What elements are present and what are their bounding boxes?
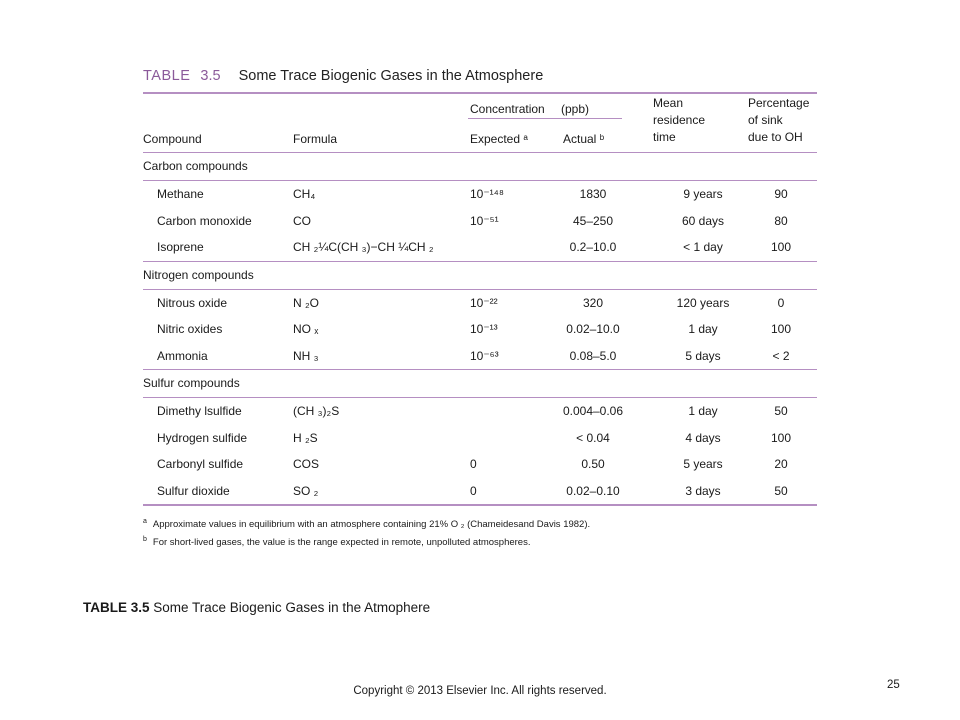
cell-expected: 0 <box>470 483 477 498</box>
cell-formula: CH₄ <box>293 187 316 201</box>
footnote-text: Approximate values in equilibrium with an atmosphere containing 21% O ₂ (Chameidesand Davis 1982). <box>152 519 591 530</box>
group-row: Carbon compounds <box>143 159 248 173</box>
table-row <box>143 316 817 343</box>
table-title <box>143 68 817 92</box>
cell-actual: 1830 <box>579 187 607 201</box>
caption-label: TABLE 3.5 <box>83 600 150 615</box>
cell-formula: NH ₃ <box>293 348 319 363</box>
cell-residence: 9 years <box>683 187 723 201</box>
table-row <box>143 208 817 235</box>
cell-residence: 5 days <box>685 348 721 363</box>
header-compound: Compound <box>143 132 202 146</box>
header-actual: Actual ᵇ <box>563 132 605 146</box>
cell-percentage: 100 <box>770 240 792 254</box>
footnote-b <box>143 532 817 550</box>
cell-actual: 0.2–10.0 <box>569 240 617 254</box>
header-unit: (ppb) <box>561 102 590 116</box>
slide-caption <box>83 600 430 615</box>
cell-residence: 5 years <box>683 457 723 471</box>
cell-residence: < 1 day <box>683 240 723 254</box>
cell-actual: 0.02–0.10 <box>566 483 620 498</box>
cell-compound: Nitric oxides <box>157 322 223 336</box>
cell-compound: Dimethy lsulfide <box>157 404 242 418</box>
table-row <box>143 451 817 478</box>
cell-compound: Hydrogen sulfide <box>157 430 248 445</box>
cell-percentage: 50 <box>774 404 788 418</box>
cell-compound: Isoprene <box>157 240 204 254</box>
table-title-text: Some Trace Biogenic Gases in the Atmosphere <box>238 68 544 84</box>
header-expected: Expected ᵃ <box>470 132 528 146</box>
table-row <box>143 181 817 208</box>
cell-percentage: < 2 <box>772 348 790 363</box>
header-pct-2: of sink <box>748 113 783 127</box>
table-number: 3.5 <box>200 68 221 84</box>
header-formula: Formula <box>293 132 338 146</box>
cell-percentage: 50 <box>774 483 788 498</box>
cell-formula: (CH ₃)₂S <box>293 404 340 418</box>
cell-actual: 0.50 <box>581 457 605 471</box>
cell-expected: 10⁻⁵¹ <box>470 213 499 228</box>
cell-actual: 0.004–0.06 <box>562 404 624 418</box>
cell-expected: 10⁻²² <box>470 295 498 310</box>
table-row <box>143 234 817 261</box>
caption-text: Some Trace Biogenic Gases in the Atmophere <box>149 600 431 615</box>
cell-percentage: 0 <box>777 295 785 310</box>
cell-formula: CH ₂¼C(CH ₃)−CH ¼CH ₂ <box>293 240 434 254</box>
cell-formula: NO ₓ <box>293 322 319 336</box>
cell-residence: 1 day <box>688 404 718 418</box>
table-row <box>143 343 817 370</box>
concentration-subrule <box>468 118 622 119</box>
table-header <box>143 94 817 152</box>
cell-expected: 10⁻¹³ <box>470 322 498 336</box>
header-concentration: Concentration <box>470 102 545 116</box>
cell-compound: Carbon monoxide <box>157 213 252 228</box>
copyright-text: Copyright © 2013 Elsevier Inc. All rights reserved. <box>353 685 607 697</box>
cell-formula: SO ₂ <box>293 483 319 498</box>
cell-compound: Carbonyl sulfide <box>157 457 244 471</box>
cell-percentage: 100 <box>770 322 792 336</box>
cell-residence: 3 days <box>685 483 721 498</box>
header-mean-3: time <box>653 130 676 144</box>
cell-compound: Sulfur dioxide <box>157 483 230 498</box>
cell-residence: 120 years <box>676 295 730 310</box>
cell-compound: Ammonia <box>157 348 208 363</box>
table-body <box>143 153 817 506</box>
header-pct-3: due to OH <box>748 130 803 144</box>
cell-percentage: 90 <box>774 187 788 201</box>
footnote-text: For short-lived gases, the value is the range expected in remote, unpolluted atmospheres. <box>152 537 531 548</box>
group-row: Sulfur compounds <box>143 376 240 390</box>
cell-actual: 320 <box>582 295 604 310</box>
cell-expected: 10⁻¹⁴⁸ <box>470 187 504 201</box>
cell-expected: 10⁻⁶³ <box>470 348 499 363</box>
cell-residence: 4 days <box>685 430 721 445</box>
cell-percentage: 20 <box>774 457 788 471</box>
cell-actual: 0.02–10.0 <box>566 322 620 336</box>
header-pct-1: Percentage <box>748 96 810 110</box>
page-number: 25 <box>887 679 900 691</box>
table-row <box>143 425 817 452</box>
table-row <box>143 398 817 425</box>
cell-actual: < 0.04 <box>576 430 610 445</box>
bottom-rule <box>143 504 817 506</box>
footnote-mark: b <box>143 536 147 543</box>
cell-formula: CO <box>293 213 311 228</box>
cell-formula: N ₂O <box>293 295 319 310</box>
group-row: Nitrogen compounds <box>143 267 254 282</box>
header-mean-2: residence <box>653 113 706 127</box>
table-figure <box>143 68 817 550</box>
table-label: TABLE <box>143 68 191 84</box>
cell-formula: H ₂S <box>293 430 318 445</box>
cell-actual: 0.08–5.0 <box>569 348 617 363</box>
cell-residence: 1 day <box>688 322 718 336</box>
cell-residence: 60 days <box>681 213 725 228</box>
footnote-mark: a <box>143 518 147 525</box>
cell-percentage: 100 <box>770 430 792 445</box>
footnote-a <box>143 514 817 532</box>
table-row <box>143 478 817 505</box>
cell-percentage: 80 <box>774 213 788 228</box>
cell-expected: 0 <box>470 457 477 471</box>
table-row <box>143 290 817 317</box>
copyright <box>0 685 960 697</box>
cell-formula: COS <box>293 457 320 471</box>
cell-actual: 45–250 <box>572 213 614 228</box>
cell-compound: Methane <box>157 187 204 201</box>
footnotes <box>143 514 817 550</box>
cell-compound: Nitrous oxide <box>157 295 228 310</box>
header-mean-1: Mean <box>653 96 684 110</box>
